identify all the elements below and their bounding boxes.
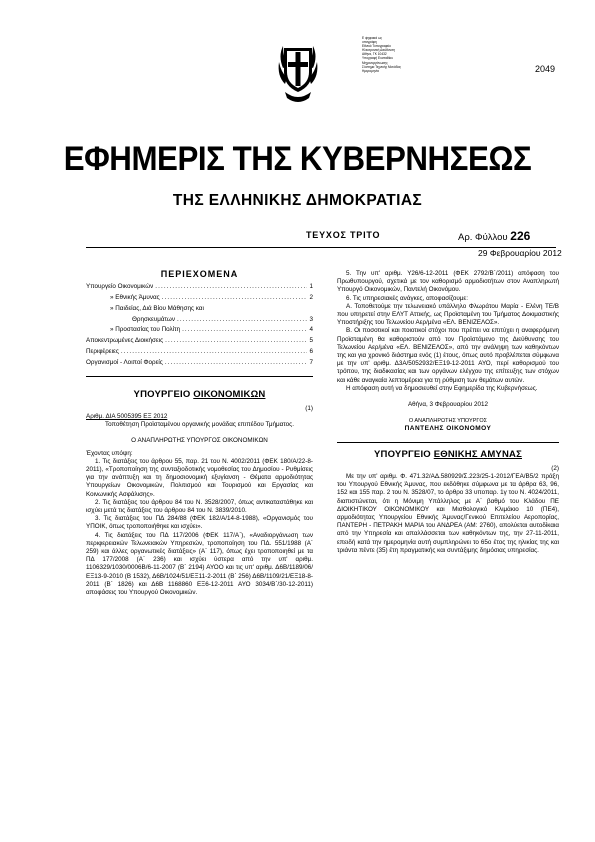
ministry-prefix: ΥΠΟΥΡΓΕΙΟ: [133, 388, 194, 400]
toc-label: Περιφέρειες: [86, 347, 119, 355]
issue-date: 29 Φεβρουαρίου 2012: [478, 248, 562, 258]
imprint-line: E ψηφιακά ως: [362, 36, 382, 40]
toc-row[interactable]: [86, 326, 313, 337]
imprint-line: Μηχανοργάνωσης: [362, 60, 388, 65]
toc-page: 5: [309, 337, 313, 345]
imprint-line: Σύστημα Τεχνικής Μονάδας: [362, 64, 402, 69]
sheet-number: [458, 229, 530, 243]
decision-paragraph: 4. Τις διατάξεις του ΠΔ 117/2006 (ΦΕΚ 117/Α΄), «Αναδιοργάνωση των περιφερειακών Τελωνειακών Υπηρεσιών, τροποποίηση του ΠΔ. 551/1988 (Α΄ 259) και άλλες οργανωτικές διατάξεις» (Α΄ 117), όπως έχει τροποποιηθεί με τα ΠΔ 177/2008 (Α΄ 236) και ισχύει ύστερα από την υπ' αριθμ. 1106329/1030/0006Β/6-11-2007 (Β΄ 2194) ΑΥΟΟ και τις υπ' αριθμ. Δ6Β/1189/06/ΕΞ13-9-2010 (Β 1532), Δ6Β/1024/51/ΕΞ11-2-2011 (Β΄ 256) Δ6Β/1109/21/ΕΞ18-8-2011 (Β΄ 1826) και Δ6Β 1168860 ΕΞ6-12-2011 ΑΥΟ 3034/Β΄/30-12-2011) αποφάσεις του Υπουργού Οικονομικών.: [86, 531, 313, 597]
sheet-number-value: 226: [510, 229, 531, 243]
greek-coat-of-arms-icon: [275, 28, 321, 118]
decision-paragraph: 3. Τις διατάξεις του ΠΔ 284/88 (ΦΕΚ 182/Α/14-8-1988), «Οργανισμός του ΥΠΟΙΚ, όπως τροποποιήθηκε και ισχύει».: [86, 515, 313, 531]
signatory-role: Ο ΑΝΑΠΛΗΡΩΤΗΣ ΥΠΟΥΡΓΟΣ: [408, 418, 488, 425]
toc-leader: [162, 294, 308, 302]
toc-page: 6: [309, 347, 313, 355]
toc-label: Αποκεντρωμένες Διοικήσεις: [86, 337, 164, 345]
toc-leader: [121, 348, 308, 356]
toc-leader: [182, 326, 307, 334]
toc-row[interactable]: [86, 316, 313, 327]
digital-signature-imprint: [362, 36, 474, 73]
decision-paragraph: Α. Τοποθετούμε την τελωνειακό υπάλληλο Φλωράτου Μαρία - Ελένη ΤΕ/Β που υπηρετεί στην ΕΛΥΤ Αττικής, ως Προϊσταμένη του Τμήματος Δοκιμαστικής Υποστήριξης του Τελωνείου Αερ/μένα «ΕΛ. ΒΕΝΙΖΕΛΟΣ».: [337, 302, 559, 327]
protocol-number: Αριθμ. ΔΙΑ 5005395 ΕΞ 2012: [86, 412, 168, 420]
gazette-subtitle: ΤΗΣ ΕΛΛΗΝΙΚΗΣ ΔΗΜΟΚΡΑΤΙΑΣ: [172, 192, 423, 209]
toc-label: Οργανισμοί - Λοιποί Φορείς: [86, 358, 163, 366]
toc-label: » Παιδείας, Διά Βίου Μάθησης και: [110, 304, 204, 312]
sheet-label: Αρ. Φύλλου: [458, 232, 508, 243]
toc-row[interactable]: [86, 359, 313, 370]
imprint-line: υπογράφη: [362, 40, 377, 45]
toc-row[interactable]: [86, 305, 313, 316]
toc-label: Υπουργείο Οικονομικών: [86, 283, 154, 291]
having-regard: Έχοντας υπόψη:: [86, 449, 133, 457]
toc-row[interactable]: [86, 348, 313, 359]
decision-paragraph: 6. Τις υπηρεσιακές ανάγκες, αποφασίζουμε:: [346, 294, 468, 302]
decision-paragraph: Η απόφαση αυτή να δημοσιευθεί στην Εφημερίδα της Κυβερνήσεως.: [346, 384, 538, 392]
toc-page: 1: [309, 283, 313, 291]
ministry-prefix: ΥΠΟΥΡΓΕΙΟ: [374, 448, 434, 460]
left-column: [86, 270, 313, 597]
toc-leader: [155, 283, 307, 291]
toc-page: 3: [309, 315, 313, 323]
decision-paragraph: Β. Οι ποσοτικοί και ποιοτικοί στόχοι που πρέπει να επιτύχει η αναφερόμενη Προϊσταμένη θα καθοριστούν από τον Προϊστάμενο της Διεύθυνσης του Τελωνείου Αερ/μένα «ΕΛ. ΒΕΝΙΖΕΛΟΣ», από την ανάληψη των καθηκόντων της και για χρονικό διάστημα ενός (1) έτους, όπως αυτό προβλέπεται σύμφωνα με την υπ' αριθμ. Δ3Α/5052932/ΕΞ19-12-2011 ΑΥΟ, περί καθορισμού του τρόπου, της διαδικασίας και των οργάνων ελέγχου της επίτευξης των στόχων και κάθε αναγκαία λεπτομέρεια για τη ρύθμιση των θεμάτων αυτών.: [337, 327, 559, 384]
decision-subject: Τοποθέτηση Προϊσταμένου οργανικής μονάδας επιπέδου Τμήματος.: [105, 421, 294, 429]
toc-leader: [165, 337, 307, 345]
decision-number: (2): [551, 464, 559, 472]
right-column: [337, 270, 559, 555]
toc-page: 7: [309, 358, 313, 366]
decision-paragraph: 5. Την υπ' αριθμ. Υ26/6-12-2011 (ΦΕΚ 2792/Β΄/2011) απόφαση του Πρωθυπουργού, σχετικά με τον καθορισμό αρμοδιοτήτων στον Αναπληρωτή Υπουργό Οικονομικών, Παντελή Οικονόμου.: [337, 270, 559, 294]
issue-label: ΤΕΥΧΟΣ ΤΡΙΤΟ: [306, 230, 381, 240]
toc-page: 4: [309, 326, 313, 334]
decision-paragraph: 1. Τις διατάξεις του άρθρου 55, παρ. 21 του Ν. 4002/2011 (ΦΕΚ 180/Α/22-8-2011), «Τροποποίηση της συνταξιοδοτικής νομοθεσίας του Δημοσίου - Ρυθμίσεις για την ανάπτυξη και τη δημοσιονομική εξυγίανση - Θέματα αρμοδιότητας Υπουργείων Οικονομικών, Πολιτισμού και Τουρισμού και Εργασίας και Κοινωνικής Ασφάλισης».: [86, 457, 313, 498]
toc-row[interactable]: [86, 283, 313, 294]
place-date: Αθήνα, 3 Φεβρουαρίου 2012: [407, 401, 489, 409]
toc-label: » Προστασίας του Πολίτη: [110, 326, 181, 334]
ministry-heading: [86, 388, 313, 400]
gazette-title: ΕΦΗΜΕΡΙΣ ΤΗΣ ΚΥΒΕΡΝΗΣΕΩΣ: [63, 140, 532, 178]
toc-label: » Εθνικής Άμυνας: [110, 294, 160, 301]
imprint-line: Εθνικό Τυπογραφείο: [362, 44, 391, 49]
decision-authority: Ο ΑΝΑΠΛΗΡΩΤΗΣ ΥΠΟΥΡΓΟΣ ΟΙΚΟΝΟΜΙΚΩΝ: [131, 437, 268, 445]
toc-heading: ΠΕΡΙΕΧΟΜΕΝΑ: [160, 269, 239, 279]
section-divider: [337, 442, 559, 443]
imprint-line: Ημερομηνία: [362, 68, 379, 73]
decision-paragraph: Με την υπ' αριθμ. Φ. 471.32/ΑΔ.580929/Σ.223/25-1-2012/ΓΕΑ/Β5/2 πράξη του Υπουργού Εθνικής Άμυνας, που εκδόθηκε σύμφωνα με τα άρθρα 63, 96, 152 και 155 παρ. 2 του Ν. 3528/07, το άρθρο 33 υποπαρ. 1γ του Ν. 4024/2011, διαπιστώνεται, ότι η Μόνιμη Υπάλληλος με Α΄ βαθμό του Κλάδου ΠΕ ΔΙΟΙΚΗΤΙΚΟΥ ΟΙΚΟΝΟΜΙΚΟΥ και Μισθολογικό Κλιμάκιο 10 (ΠΕ4), αρμοδιότητας Υπουργείου Εθνικής Άμυνας/Γενικού Επιτελείου Αεροπορίας, ΠΑΝΤΕΡΗ - ΠΕΤΡΑΚΗ ΜΑΡΙΑ του ΑΝΔΡΕΑ (ΑΜ: 2760), απολύεται αυτοδίκαια από την Υπηρεσία και απαλλάσσεται των καθηκόντων της, την 27-11-2011, επειδή κατά την ημερομηνία αυτή συμπληρώνει το 65ο έτος της ηλικίας της και τριάντα πέντε (35) έτη πραγματικής και συντάξιμης δημόσιας υπηρεσίας.: [337, 473, 559, 554]
toc-label: Θρησκευμάτων: [132, 315, 175, 323]
ministry-name: ΕΘΝΙΚΗΣ ΑΜΥΝΑΣ: [433, 448, 522, 460]
decision-paragraph: 2. Τις διατάξεις του άρθρου 84 του Ν. 3528/2007, όπως αντικαταστάθηκε και ισχύει μετά τις διατάξεις του άρθρου 84 του Ν. 3839/2010.: [86, 498, 313, 515]
toc-leader: [177, 316, 307, 324]
imprint-line: Ηλεκτρονική Διεύθυνση: [362, 48, 395, 53]
decision-number: (1): [305, 404, 313, 412]
imprint-line: Αθήνα, ΤΚ 10432: [362, 52, 387, 57]
toc-divider: [86, 376, 313, 377]
ministry-name: ΟΙΚΟΝΟΜΙΚΩΝ: [193, 388, 266, 400]
ministry-heading: [337, 448, 559, 460]
signatory-name: ΠΑΝΤΕΛΗΣ ΟΙΚΟΝΟΜΟΥ: [404, 425, 492, 433]
toc-page: 2: [309, 294, 313, 301]
page-number: 2049: [535, 64, 556, 74]
toc-row[interactable]: [86, 337, 313, 348]
toc-leader: [165, 359, 308, 367]
imprint-line: Υπογραφή Ευσταθίου: [362, 56, 393, 61]
table-of-contents: [86, 283, 313, 369]
toc-row[interactable]: [86, 294, 313, 305]
